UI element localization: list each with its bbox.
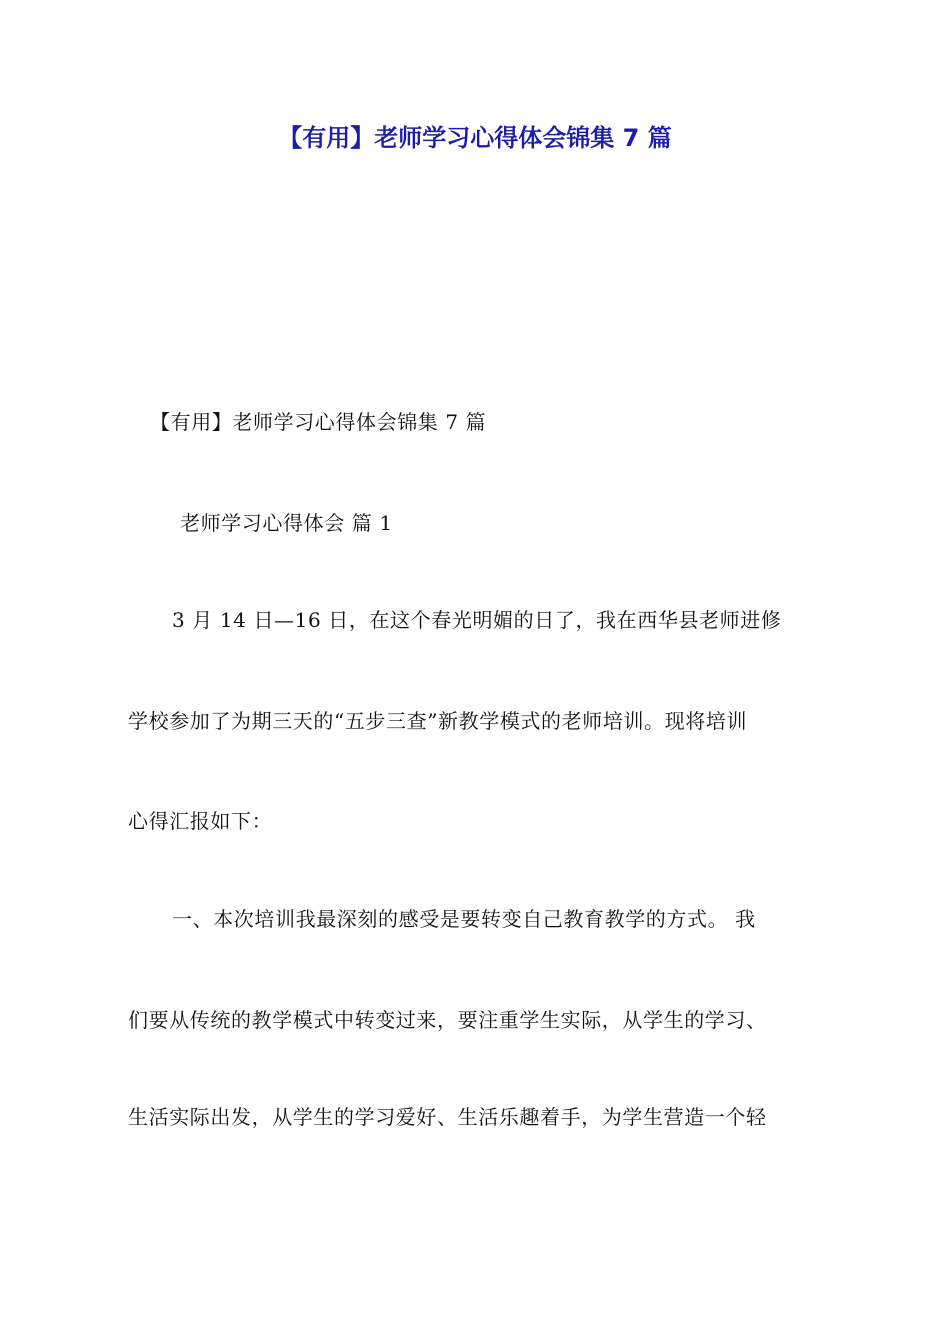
body-line: 一、本次培训我最深刻的感受是要转变自己教育教学的方式。 我 xyxy=(172,907,756,931)
document-subtitle: 【有用】老师学习心得体会锦集 7 篇 xyxy=(150,410,487,434)
body-line: 心得汇报如下： xyxy=(128,809,273,833)
body-line: 学校参加了为期三天的“五步三查”新教学模式的老师培训。现将培训 xyxy=(128,709,748,733)
body-line: 们要从传统的教学模式中转变过来，要注重学生实际，从学生的学习、 xyxy=(128,1008,767,1032)
body-line: 生活实际出发，从学生的学习爱好、生活乐趣着手，为学生营造一个轻 xyxy=(128,1105,767,1129)
body-line: 3 月 14 日—16 日，在这个春光明媚的日了，我在西华县老师进修 xyxy=(172,608,782,632)
document-title: 【有用】老师学习心得体会锦集 7 篇 xyxy=(278,124,672,152)
section-heading: 老师学习心得体会 篇 1 xyxy=(180,511,393,535)
